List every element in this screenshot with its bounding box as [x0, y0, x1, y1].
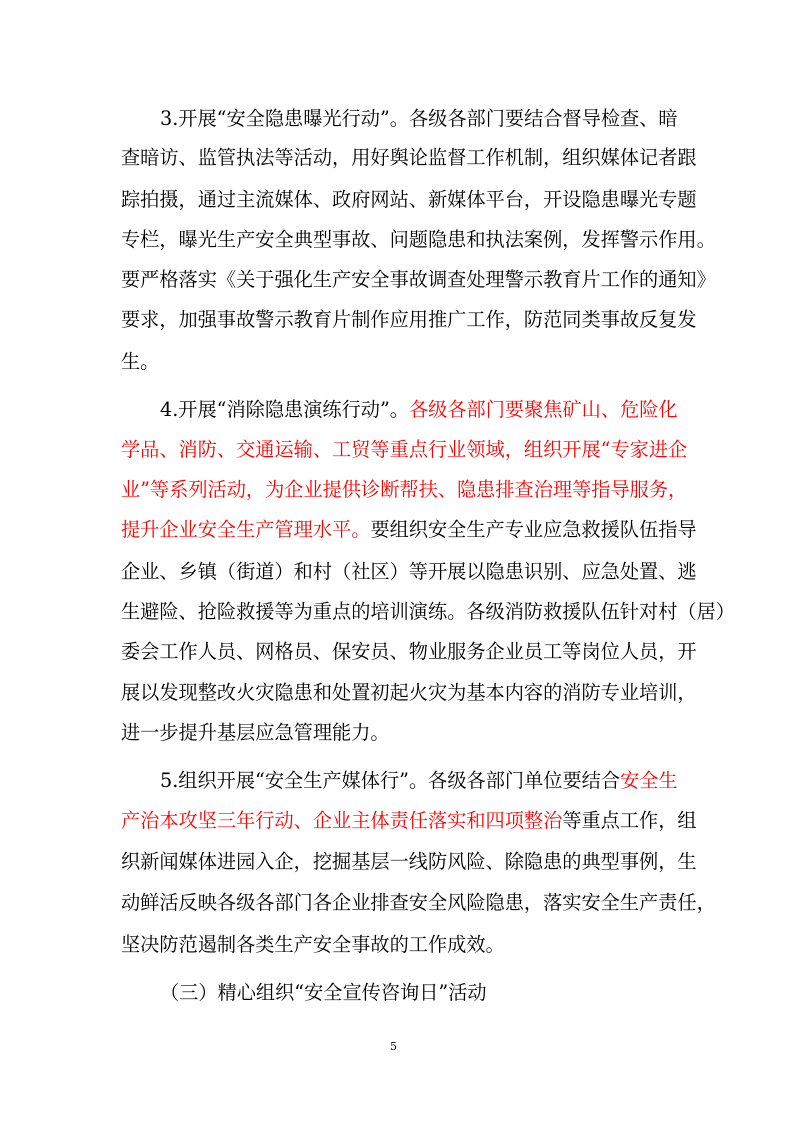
- paragraph-line: [121, 438, 687, 462]
- text-segment: 织新闻媒体进园入企，挖掘基层一线防风险、除隐患的典型事例，生: [121, 850, 697, 873]
- highlighted-text: 各级各部门要聚焦矿山、危险化: [409, 398, 678, 421]
- highlighted-text: 提升企业安全生产管理水平。: [121, 518, 371, 541]
- text-segment: 要求，加强事故警示教育片制作应用推广工作，防范同类事故反复发: [121, 308, 697, 331]
- paragraph-line: [121, 478, 687, 502]
- text-segment: 生避险、抢险救援等为重点的培训演练。各级消防救援队伍针对村（居）: [121, 600, 735, 623]
- paragraph-line: [121, 721, 390, 745]
- paragraph-line: [121, 640, 697, 664]
- paragraph-line: [121, 809, 697, 833]
- paragraph-line: [121, 268, 716, 292]
- paragraph-line: [121, 188, 697, 212]
- paragraph-line: [121, 681, 697, 705]
- text-segment: 4.开展“消除隐患演练行动”。: [160, 398, 409, 421]
- text-segment: 等重点工作，组: [562, 809, 697, 832]
- text-segment: 展以发现整改火灾隐患和处置初起火灾为基本内容的消防专业培训，: [121, 681, 697, 704]
- highlighted-text: 产治本攻坚三年行动、企业主体责任落实和四项整治: [121, 809, 563, 832]
- text-segment: 专栏，曝光生产安全典型事故、问题隐患和执法案例，发挥警示作用。: [121, 228, 716, 251]
- section-heading: [160, 981, 487, 1005]
- paragraph-line: [121, 933, 505, 957]
- text-segment: 委会工作人员、网格员、保安员、物业服务企业员工等岗位人员，开: [121, 640, 697, 663]
- highlighted-text: 业”等系列活动，为企业提供诊断帮扶、隐患排查治理等指导服务，: [121, 478, 688, 501]
- paragraph-line: [121, 308, 697, 332]
- highlighted-text: 安全生: [620, 769, 678, 792]
- text-segment: 进一步提升基层应急管理能力。: [121, 721, 390, 744]
- text-segment: （三）精心组织“安全宣传咨询日”活动: [160, 981, 487, 1004]
- paragraph-line: [160, 769, 678, 793]
- text-segment: 坚决防范遏制各类生产安全事故的工作成效。: [121, 933, 505, 956]
- paragraph-line: [121, 518, 697, 542]
- paragraph-line: [160, 107, 678, 131]
- paragraph-line: [121, 891, 716, 915]
- page-number: 5: [390, 1040, 397, 1053]
- text-segment: 5.组织开展“安全生产媒体行”。各级各部门单位要结合: [160, 769, 621, 792]
- paragraph-line: [121, 228, 716, 252]
- text-segment: 踪拍摄，通过主流媒体、政府网站、新媒体平台，开设隐患曝光专题: [121, 188, 697, 211]
- text-segment: 要严格落实《关于强化生产安全事故调查处理警示教育片工作的通知》: [121, 268, 716, 291]
- text-segment: 查暗访、监管执法等活动，用好舆论监督工作机制，组织媒体记者跟: [121, 146, 697, 169]
- paragraph-line: [121, 350, 159, 374]
- text-segment: 要组织安全生产专业应急救援队伍指导: [370, 518, 697, 541]
- text-segment: 生。: [121, 350, 160, 373]
- paragraph-line: [121, 146, 697, 170]
- paragraph-line: [121, 600, 735, 624]
- text-segment: 3.开展“安全隐患曝光行动”。各级各部门要结合督导检查、暗: [160, 107, 678, 130]
- paragraph-line: [160, 398, 678, 422]
- paragraph-line: [121, 850, 697, 874]
- text-segment: 动鲜活反映各级各部门各企业排查安全风险隐患，落实安全生产责任，: [121, 891, 716, 914]
- highlighted-text: 学品、消防、交通运输、工贸等重点行业领域，组织开展“专家进企: [121, 438, 688, 461]
- text-segment: 企业、乡镇（街道）和村（社区）等开展以隐患识别、应急处置、逃: [121, 560, 697, 583]
- paragraph-line: [121, 560, 697, 584]
